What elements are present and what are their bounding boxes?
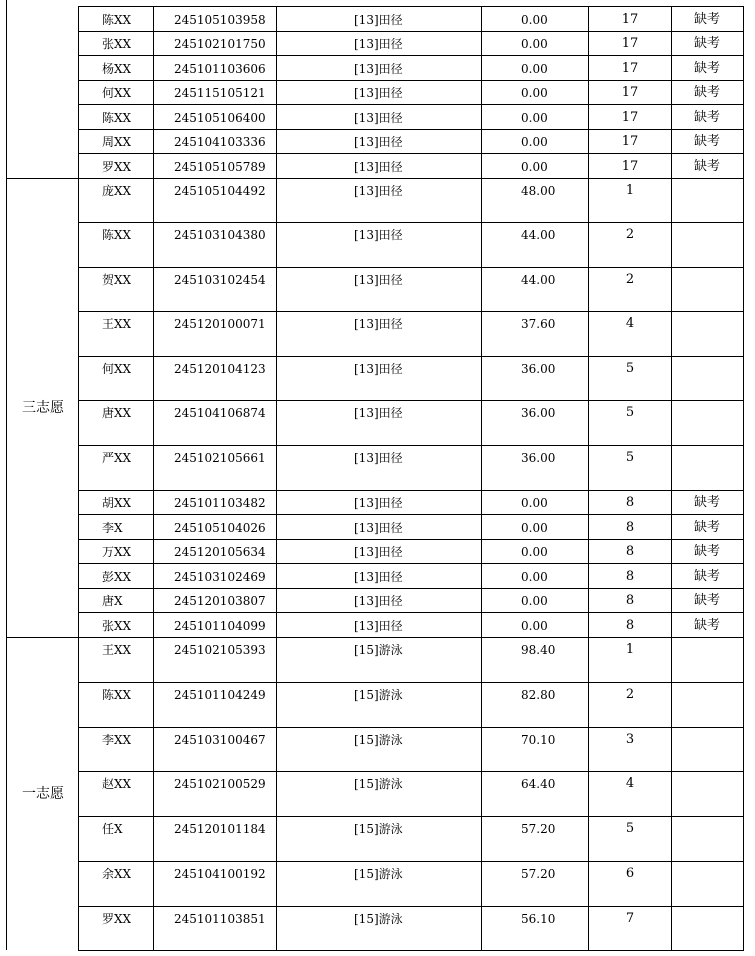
score: 44.00 — [521, 228, 556, 242]
remark: 缺考 — [693, 544, 721, 559]
group-border — [6, 0, 7, 950]
remark: 缺考 — [693, 60, 721, 76]
exam-number: 245120105634 — [174, 545, 266, 559]
row-divider — [78, 311, 744, 312]
row-divider — [78, 539, 744, 540]
rank: 8 — [625, 544, 635, 559]
score: 0.00 — [521, 496, 548, 510]
exam-subject: [13]田径 — [354, 37, 403, 51]
student-name: 王XX — [102, 643, 132, 657]
remark: 缺考 — [693, 495, 721, 510]
rank: 5 — [625, 405, 635, 420]
rank: 17 — [621, 134, 639, 149]
exam-number: 245105103958 — [174, 12, 266, 27]
student-name: 庞XX — [102, 184, 132, 198]
row-divider — [78, 153, 744, 154]
row-divider — [78, 222, 744, 223]
score: 0.00 — [521, 520, 548, 535]
remark: 缺考 — [693, 134, 721, 149]
exam-subject: [13]田径 — [354, 594, 403, 608]
row-divider — [78, 55, 744, 56]
exam-subject: [13]田径 — [354, 12, 403, 27]
exam-subject: [13]田径 — [354, 451, 403, 465]
score: 0.00 — [521, 594, 548, 608]
remark: 缺考 — [693, 158, 721, 174]
student-name: 李X — [102, 520, 123, 535]
rank: 17 — [621, 60, 639, 76]
remark: 缺考 — [693, 109, 721, 125]
rank: 17 — [621, 109, 639, 125]
score: 57.20 — [521, 822, 556, 836]
exam-subject: [13]田径 — [354, 569, 403, 584]
remark: 缺考 — [693, 85, 721, 100]
exam-subject: [13]田径 — [354, 61, 403, 76]
exam-subject: [13]田径 — [354, 545, 403, 559]
rank: 2 — [625, 687, 635, 702]
rank: 1 — [625, 183, 635, 198]
exam-number: 245120100071 — [174, 317, 266, 331]
preference-group-label: 三志愿 — [22, 399, 64, 416]
preference-group-label: 一志愿 — [22, 785, 64, 802]
exam-subject: [13]田径 — [354, 362, 403, 376]
exam-number: 245102100529 — [174, 777, 266, 791]
column-divider — [588, 6, 589, 951]
column-divider — [153, 6, 154, 951]
row-divider — [78, 637, 744, 638]
exam-number: 245105104026 — [174, 520, 266, 535]
score: 0.00 — [521, 110, 548, 125]
rank: 5 — [625, 450, 635, 465]
column-divider — [276, 6, 277, 951]
column-divider — [671, 6, 672, 951]
row-divider — [78, 816, 744, 817]
exam-number: 245103102469 — [174, 569, 266, 584]
row-divider — [78, 682, 744, 683]
exam-number: 245120104123 — [174, 362, 266, 376]
score: 0.00 — [521, 61, 548, 76]
rank: 8 — [625, 568, 635, 584]
exam-subject: [15]游泳 — [354, 867, 403, 881]
exam-subject: [13]田径 — [354, 228, 403, 242]
row-divider — [78, 490, 744, 491]
student-name: 万XX — [102, 545, 132, 559]
student-name: 贺XX — [102, 273, 132, 287]
student-name: 罗XX — [102, 912, 132, 926]
score: 44.00 — [521, 273, 556, 287]
student-name: 唐X — [102, 594, 123, 608]
exam-number: 245105106400 — [174, 110, 266, 125]
remark: 缺考 — [693, 11, 721, 27]
row-divider — [78, 356, 744, 357]
rank: 17 — [621, 36, 639, 51]
exam-subject: [13]田径 — [354, 520, 403, 535]
row-divider — [78, 445, 744, 446]
exam-subject: [13]田径 — [354, 496, 403, 510]
section-divider — [6, 637, 78, 638]
rank: 17 — [621, 158, 639, 174]
rank: 17 — [621, 11, 639, 27]
exam-subject: [13]田径 — [354, 159, 403, 174]
exam-number: 245101103851 — [174, 912, 266, 926]
exam-subject: [15]游泳 — [354, 822, 403, 836]
exam-subject: [13]田径 — [354, 135, 403, 149]
column-divider — [481, 6, 482, 951]
column-divider — [78, 6, 79, 951]
student-name: 赵XX — [102, 777, 132, 791]
exam-number: 245104103336 — [174, 135, 266, 149]
exam-number: 245104106874 — [174, 406, 266, 420]
rank: 6 — [625, 866, 635, 881]
student-name: 严XX — [102, 451, 132, 465]
exam-number: 245103100467 — [174, 733, 266, 747]
student-name: 张XX — [102, 37, 132, 51]
exam-subject: [13]田径 — [354, 86, 403, 100]
score: 0.00 — [521, 135, 548, 149]
row-divider — [78, 563, 744, 564]
exam-subject: [13]田径 — [354, 317, 403, 331]
rank: 8 — [625, 617, 635, 633]
exam-number: 245120101184 — [174, 822, 266, 836]
student-name: 何XX — [102, 362, 132, 376]
row-divider — [78, 104, 744, 105]
rank: 5 — [625, 821, 635, 836]
exam-number: 245102105393 — [174, 643, 266, 657]
exam-subject: [13]田径 — [354, 184, 403, 198]
rank: 2 — [625, 272, 635, 287]
exam-number: 245102101750 — [174, 37, 266, 51]
row-divider — [78, 727, 744, 728]
row-divider — [78, 861, 744, 862]
exam-subject: [15]游泳 — [354, 912, 403, 926]
exam-number: 245115105121 — [174, 86, 266, 100]
exam-subject: [13]田径 — [354, 110, 403, 125]
section-divider — [6, 178, 78, 179]
exam-subject: [15]游泳 — [354, 733, 403, 747]
rank: 1 — [625, 642, 635, 657]
score: 70.10 — [521, 733, 556, 747]
exam-number: 245101104099 — [174, 618, 266, 633]
row-divider — [78, 400, 744, 401]
score: 0.00 — [521, 37, 548, 51]
rank: 8 — [625, 593, 635, 608]
student-name: 王XX — [102, 317, 132, 331]
rank: 4 — [625, 776, 635, 791]
student-name: 胡XX — [102, 496, 132, 510]
row-divider — [78, 178, 744, 179]
score: 98.40 — [521, 643, 556, 657]
rank: 2 — [625, 227, 635, 242]
score: 0.00 — [521, 12, 548, 27]
exam-number: 245101104249 — [174, 688, 266, 702]
row-divider — [78, 80, 744, 81]
row-divider — [78, 129, 744, 130]
rank: 5 — [625, 361, 635, 376]
score: 0.00 — [521, 618, 548, 633]
exam-number: 245103102454 — [174, 273, 266, 287]
exam-number: 245101103606 — [174, 61, 266, 76]
score: 48.00 — [521, 184, 556, 198]
row-divider — [78, 6, 744, 7]
rank: 3 — [625, 732, 635, 747]
rank: 17 — [621, 85, 639, 100]
score: 36.00 — [521, 406, 556, 420]
score: 57.20 — [521, 867, 556, 881]
student-name: 杨XX — [102, 61, 132, 76]
exam-number: 245103104380 — [174, 228, 266, 242]
student-name: 唐XX — [102, 406, 132, 420]
exam-subject: [15]游泳 — [354, 688, 403, 702]
score: 0.00 — [521, 86, 548, 100]
student-name: 彭XX — [102, 569, 132, 584]
row-divider — [78, 771, 744, 772]
score: 0.00 — [521, 569, 548, 584]
score: 82.80 — [521, 688, 556, 702]
exam-number: 245120103807 — [174, 594, 266, 608]
rank: 4 — [625, 316, 635, 331]
student-name: 陈XX — [102, 12, 132, 27]
student-name: 罗XX — [102, 159, 132, 174]
student-name: 陈XX — [102, 110, 132, 125]
exam-subject: [15]游泳 — [354, 643, 403, 657]
rank: 8 — [625, 519, 635, 535]
exam-number: 245105105789 — [174, 159, 266, 174]
remark: 缺考 — [693, 593, 721, 608]
student-name: 何XX — [102, 86, 132, 100]
rank: 8 — [625, 495, 635, 510]
score: 36.00 — [521, 362, 556, 376]
score: 0.00 — [521, 545, 548, 559]
exam-subject: [15]游泳 — [354, 777, 403, 791]
column-divider — [743, 6, 744, 951]
remark: 缺考 — [693, 568, 721, 584]
score: 56.10 — [521, 912, 556, 926]
row-divider — [78, 906, 744, 907]
row-divider — [78, 588, 744, 589]
remark: 缺考 — [693, 36, 721, 51]
student-name: 陈XX — [102, 688, 132, 702]
exam-subject: [13]田径 — [354, 406, 403, 420]
rank: 7 — [625, 911, 635, 926]
student-name: 陈XX — [102, 228, 132, 242]
exam-number: 245104100192 — [174, 867, 266, 881]
row-divider — [78, 31, 744, 32]
exam-number: 245101103482 — [174, 496, 266, 510]
exam-subject: [13]田径 — [354, 273, 403, 287]
student-name: 任X — [102, 822, 123, 836]
exam-subject: [13]田径 — [354, 618, 403, 633]
student-name: 周XX — [102, 135, 132, 149]
remark: 缺考 — [693, 617, 721, 633]
student-name: 李XX — [102, 733, 132, 747]
exam-number: 245105104492 — [174, 184, 266, 198]
score: 36.00 — [521, 451, 556, 465]
score: 37.60 — [521, 317, 556, 331]
row-divider — [78, 950, 744, 951]
row-divider — [78, 514, 744, 515]
score: 64.40 — [521, 777, 556, 791]
student-name: 余XX — [102, 867, 132, 881]
score: 0.00 — [521, 159, 548, 174]
exam-number: 245102105661 — [174, 451, 266, 465]
row-divider — [78, 267, 744, 268]
student-name: 张XX — [102, 618, 132, 633]
row-divider — [78, 612, 744, 613]
remark: 缺考 — [693, 519, 721, 535]
